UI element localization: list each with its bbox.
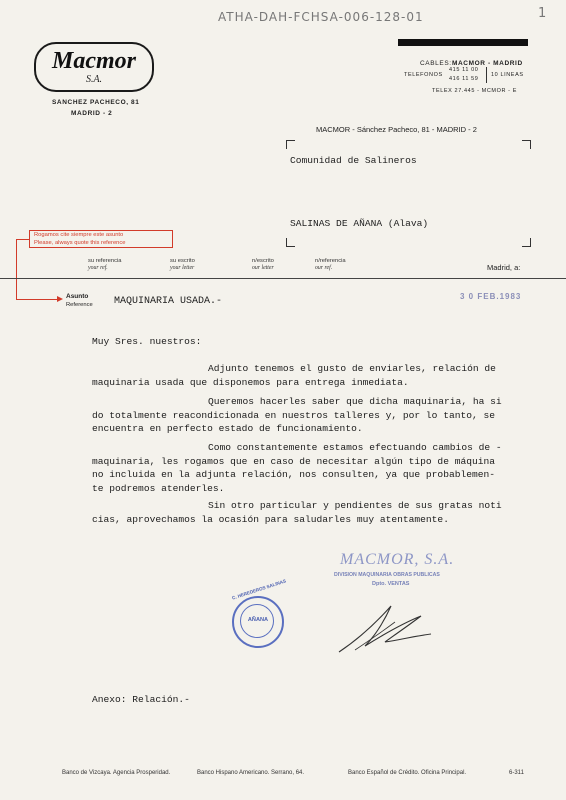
reference-notice-en: Please, always quote this reference bbox=[34, 240, 126, 246]
window-corner-bl bbox=[286, 238, 295, 247]
subject-label: Asunto Reference bbox=[66, 293, 93, 308]
round-stamp-inner-text: AÑANA bbox=[247, 617, 269, 623]
red-line-h2 bbox=[16, 299, 60, 300]
page-number: 1 bbox=[538, 6, 548, 21]
address-line-1: SANCHEZ PACHECO, 81 bbox=[52, 99, 140, 106]
telefono-2: 416 11 59 bbox=[449, 76, 479, 82]
red-line-v bbox=[16, 239, 17, 300]
signature bbox=[335, 600, 435, 655]
paragraph-3: Como constantemente estamos efectuando cambios de - maquinaria, les rogamos que en caso de necesitar algún tipo de máquina no incluida en la adjunta relación, nos consulten, ya que probablemen- te podremos atenderles. bbox=[92, 442, 502, 494]
round-stamp-outer-text: C. HEREDEROS SALINAS bbox=[231, 578, 287, 601]
date-stamp: 3 0 FEB.1983 bbox=[460, 292, 522, 301]
paragraph-1: Adjunto tenemos el gusto de enviarles, relación de maquinaria usada que disponemos para entrega inmediata. bbox=[92, 363, 496, 388]
ref-field-our-ref: n/referencia our ref. bbox=[315, 258, 346, 271]
paragraph-4: Sin otro particular y pendientes de sus gratas noti cias, aprovechamos la ocasión para saludarles muy atentamente. bbox=[92, 500, 502, 525]
ref-field-your-ref: su referencia your ref. bbox=[88, 258, 122, 271]
company-stamp-division: DIVISION MAQUINARIA OBRAS PUBLICAS bbox=[334, 572, 440, 578]
subject-value: MAQUINARIA USADA.- bbox=[114, 296, 223, 307]
lineas: 10 LINEAS bbox=[491, 72, 524, 78]
paragraph-2: Queremos hacerles saber que dicha maquinaria, ha si do totalmente reacondicionada en nuestros talleres y, por lo tanto, se encuentra en perfecto estado de funcionamiento. bbox=[92, 396, 502, 434]
cables-label: CABLES: bbox=[420, 60, 452, 67]
company-stamp-name: MACMOR, S.A. bbox=[340, 551, 455, 568]
address-line-2: MADRID - 2 bbox=[71, 110, 113, 117]
red-arrow-icon bbox=[57, 296, 63, 302]
logo-text: Macmor bbox=[52, 48, 136, 74]
archive-code: ATHA-DAH-FCHSA-006-128-01 bbox=[218, 10, 424, 24]
cables-value: MACMOR - MADRID bbox=[452, 60, 523, 67]
ref-field-our-letter: n/escrito our letter bbox=[252, 258, 274, 271]
redaction-bar bbox=[398, 39, 528, 46]
footer-bank-1: Banco de Vizcaya. Agencia Prosperidad. bbox=[62, 770, 171, 776]
window-corner-br bbox=[522, 238, 531, 247]
phone-divider bbox=[486, 67, 487, 83]
window-corner-tr bbox=[522, 140, 531, 149]
company-logo bbox=[34, 42, 154, 92]
recipient-line-2: SALINAS DE AÑANA (Alava) bbox=[290, 218, 429, 229]
red-line-h1 bbox=[16, 239, 29, 240]
form-code: 6-311 bbox=[509, 770, 524, 776]
telefono-1: 415 11 00 bbox=[449, 67, 479, 73]
logo-subtext: S.A. bbox=[85, 74, 103, 85]
round-stamp bbox=[231, 578, 287, 648]
reference-notice bbox=[29, 230, 173, 248]
telex: TELEX 27.445 - MCMOR - E bbox=[432, 88, 518, 94]
ref-field-your-letter: su escrito your letter bbox=[170, 258, 195, 271]
company-stamp-dept: Dpto. VENTAS bbox=[372, 581, 410, 587]
window-corner-tl bbox=[286, 140, 295, 149]
footer-bank-3: Banco Español de Crédito. Oficina Principal. bbox=[348, 770, 467, 776]
annex: Anexo: Relación.- bbox=[92, 694, 190, 705]
greeting: Muy Sres. nuestros: bbox=[92, 336, 202, 347]
place-date-label: Madrid, a: bbox=[487, 263, 521, 272]
sender-line: MACMOR - Sánchez Pacheco, 81 - MADRID - 2 bbox=[316, 125, 477, 134]
header-rule bbox=[0, 278, 566, 279]
telefonos-label: TELEFONOS bbox=[404, 72, 443, 78]
reference-notice-es: Rogamos cite siempre este asunto bbox=[34, 232, 124, 238]
recipient-line-1: Comunidad de Salineros bbox=[290, 155, 417, 166]
footer-bank-2: Banco Hispano Americano. Serrano, 64. bbox=[197, 770, 305, 776]
